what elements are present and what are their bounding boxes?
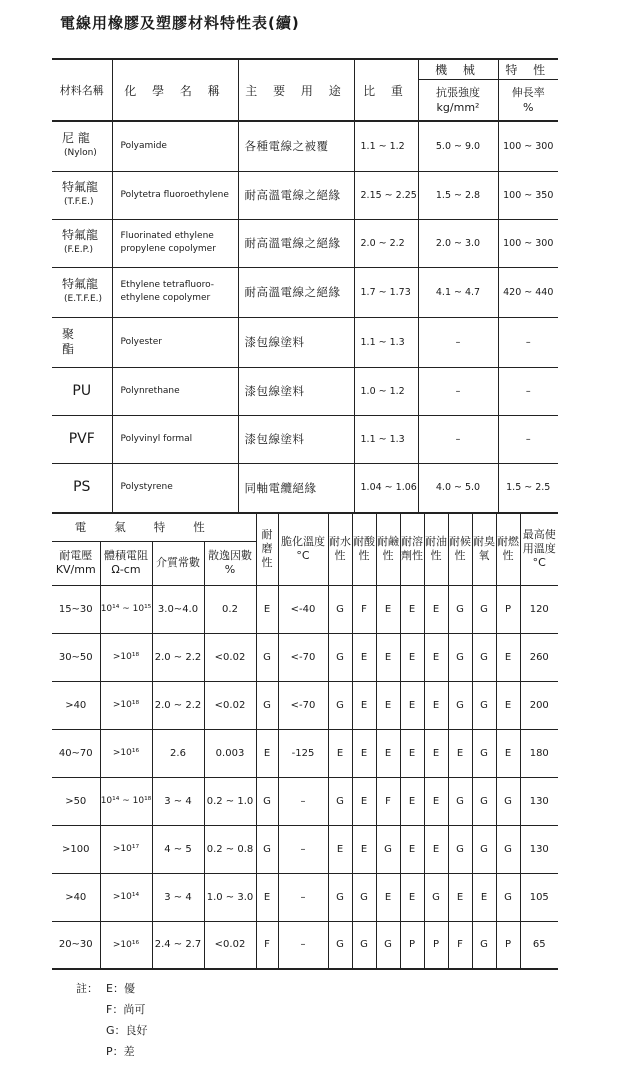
flame-value: E bbox=[496, 681, 520, 729]
oil-value: E bbox=[424, 585, 448, 633]
table-row bbox=[52, 681, 558, 729]
material-name: PS bbox=[52, 463, 112, 513]
flame-value: P bbox=[496, 921, 520, 969]
chem-name: Polystyrene bbox=[112, 463, 238, 513]
elong-value: – bbox=[498, 317, 558, 367]
loss-value: 0.2 bbox=[204, 585, 256, 633]
dielectric-value: 3.0~4.0 bbox=[152, 585, 204, 633]
loss-value: 0.003 bbox=[204, 729, 256, 777]
dielectric-value: 4 ~ 5 bbox=[152, 825, 204, 873]
breakdown-value: >40 bbox=[52, 681, 100, 729]
col-header-mech: 機 械 bbox=[418, 59, 498, 79]
table-row bbox=[52, 463, 558, 513]
loss-value: <0.02 bbox=[204, 633, 256, 681]
weather-value: E bbox=[448, 729, 472, 777]
ozone-value: E bbox=[472, 873, 496, 921]
wear-value: E bbox=[256, 585, 278, 633]
flame-value: G bbox=[496, 777, 520, 825]
breakdown-value: 30~50 bbox=[52, 633, 100, 681]
ozone-value: G bbox=[472, 729, 496, 777]
solvent-value: E bbox=[400, 777, 424, 825]
breakdown-value: >40 bbox=[52, 873, 100, 921]
acid-header: 耐酸性 bbox=[352, 513, 376, 585]
chem-name: Polyvinyl formal bbox=[112, 415, 238, 463]
water-value: E bbox=[328, 825, 352, 873]
chem-name: Ethylene tetrafluoro-ethylene copolymer bbox=[112, 267, 238, 317]
material-name: 聚 酯 bbox=[52, 317, 112, 367]
main-use: 漆包線塗料 bbox=[238, 317, 354, 367]
ozone-value: G bbox=[472, 585, 496, 633]
elong-value: – bbox=[498, 415, 558, 463]
gravity-value: 1.0 ~ 1.2 bbox=[354, 367, 418, 415]
brittle-value: <-70 bbox=[278, 681, 328, 729]
elong-value: 1.5 ~ 2.5 bbox=[498, 463, 558, 513]
col-header-chem: 化 學 名 稱 bbox=[112, 59, 238, 121]
material-table bbox=[52, 58, 558, 514]
col-header-use: 主 要 用 途 bbox=[238, 59, 354, 121]
alkali-value: E bbox=[376, 585, 400, 633]
table-row bbox=[52, 777, 558, 825]
table-row bbox=[52, 121, 558, 171]
properties-table bbox=[52, 512, 558, 970]
breakdown-value: 40~70 bbox=[52, 729, 100, 777]
breakdown-value: >100 bbox=[52, 825, 100, 873]
oil-value: E bbox=[424, 777, 448, 825]
chem-name: Polyamide bbox=[112, 121, 238, 171]
dielectric-value: 2.6 bbox=[152, 729, 204, 777]
acid-value: E bbox=[352, 729, 376, 777]
flame-value: G bbox=[496, 873, 520, 921]
brittle-value: – bbox=[278, 873, 328, 921]
col-header-name: 材料名稱 bbox=[52, 59, 112, 121]
col-header-tensile bbox=[418, 79, 498, 121]
ozone-header: 耐臭氧 bbox=[472, 513, 496, 585]
weather-value: E bbox=[448, 873, 472, 921]
elong-value: – bbox=[498, 367, 558, 415]
brittle-value: – bbox=[278, 921, 328, 969]
table-row bbox=[52, 367, 558, 415]
resist-value: >10¹⁸ bbox=[100, 681, 152, 729]
table-row bbox=[52, 873, 558, 921]
dielectric-value: 3 ~ 4 bbox=[152, 873, 204, 921]
table-row bbox=[52, 267, 558, 317]
breakdown-value: 15~30 bbox=[52, 585, 100, 633]
alkali-value: E bbox=[376, 873, 400, 921]
gravity-value: 2.15 ~ 2.25 bbox=[354, 171, 418, 219]
col-header-elong bbox=[498, 79, 558, 121]
material-name: 尼 龍 (Nylon) bbox=[52, 121, 112, 171]
oil-value: E bbox=[424, 681, 448, 729]
alkali-value: E bbox=[376, 729, 400, 777]
acid-value: G bbox=[352, 873, 376, 921]
brittle-value: -125 bbox=[278, 729, 328, 777]
oil-header: 耐油性 bbox=[424, 513, 448, 585]
resist-header: 體積電阻 Ω-cm bbox=[100, 541, 152, 585]
wear-value: F bbox=[256, 921, 278, 969]
dielectric-value: 3 ~ 4 bbox=[152, 777, 204, 825]
table-row bbox=[52, 729, 558, 777]
material-name: 特氟龍 (F.E.P.) bbox=[52, 219, 112, 267]
notes bbox=[76, 978, 148, 1062]
elong-value: 100 ~ 300 bbox=[498, 219, 558, 267]
brittle-value: <-70 bbox=[278, 633, 328, 681]
alkali-value: G bbox=[376, 825, 400, 873]
maxtemp-value: 105 bbox=[520, 873, 558, 921]
wear-value: G bbox=[256, 633, 278, 681]
alkali-header: 耐鹼性 bbox=[376, 513, 400, 585]
main-use: 同軸電纜絕緣 bbox=[238, 463, 354, 513]
gravity-value: 1.1 ~ 1.3 bbox=[354, 317, 418, 367]
acid-value: E bbox=[352, 777, 376, 825]
alkali-value: G bbox=[376, 921, 400, 969]
acid-value: G bbox=[352, 921, 376, 969]
dielectric-value: 2.0 ~ 2.2 bbox=[152, 633, 204, 681]
dielectric-value: 2.0 ~ 2.2 bbox=[152, 681, 204, 729]
maxtemp-header: 最高使用溫度 °C bbox=[520, 513, 558, 585]
wear-value: G bbox=[256, 825, 278, 873]
table-row bbox=[52, 633, 558, 681]
oil-value: E bbox=[424, 633, 448, 681]
col-header-gravity: 比 重 bbox=[354, 59, 418, 121]
resist-value: >10¹⁷ bbox=[100, 825, 152, 873]
main-use: 耐高溫電線之絕緣 bbox=[238, 171, 354, 219]
ozone-value: G bbox=[472, 921, 496, 969]
note-item: F：尚可 bbox=[106, 1003, 146, 1016]
flame-value: E bbox=[496, 729, 520, 777]
note-item: G：良好 bbox=[106, 1024, 148, 1037]
maxtemp-value: 120 bbox=[520, 585, 558, 633]
maxtemp-value: 65 bbox=[520, 921, 558, 969]
water-value: G bbox=[328, 921, 352, 969]
breakdown-value: >50 bbox=[52, 777, 100, 825]
gravity-value: 1.04 ~ 1.06 bbox=[354, 463, 418, 513]
elong-value: 100 ~ 350 bbox=[498, 171, 558, 219]
acid-value: E bbox=[352, 633, 376, 681]
elec-header: 電氣特性 bbox=[52, 513, 256, 541]
main-use: 耐高溫電線之絕緣 bbox=[238, 267, 354, 317]
wear-header: 耐磨性 bbox=[256, 513, 278, 585]
maxtemp-value: 130 bbox=[520, 825, 558, 873]
material-name: 特氟龍 (E.T.F.E.) bbox=[52, 267, 112, 317]
weather-value: G bbox=[448, 777, 472, 825]
weather-value: G bbox=[448, 825, 472, 873]
acid-value: E bbox=[352, 681, 376, 729]
solvent-value: E bbox=[400, 633, 424, 681]
loss-value: 0.2 ~ 0.8 bbox=[204, 825, 256, 873]
water-value: G bbox=[328, 633, 352, 681]
gravity-value: 2.0 ~ 2.2 bbox=[354, 219, 418, 267]
resist-value: >10¹⁸ bbox=[100, 633, 152, 681]
solvent-header: 耐溶劑性 bbox=[400, 513, 424, 585]
elong-unit: % bbox=[523, 100, 534, 114]
oil-value: G bbox=[424, 873, 448, 921]
table-row bbox=[52, 415, 558, 463]
chem-name: Fluorinated ethylene propylene copolymer bbox=[112, 219, 238, 267]
main-use: 漆包線塗料 bbox=[238, 367, 354, 415]
loss-value: <0.02 bbox=[204, 681, 256, 729]
brittle-value: – bbox=[278, 777, 328, 825]
brittle-value: <-40 bbox=[278, 585, 328, 633]
tensile-value: – bbox=[418, 367, 498, 415]
resist-value: >10¹⁴ bbox=[100, 873, 152, 921]
tensile-value: 1.5 ~ 2.8 bbox=[418, 171, 498, 219]
material-name: 特氟龍 (T.F.E.) bbox=[52, 171, 112, 219]
col-header-prop: 特 性 bbox=[498, 59, 558, 79]
brittle-value: – bbox=[278, 825, 328, 873]
solvent-value: P bbox=[400, 921, 424, 969]
tensile-value: – bbox=[418, 415, 498, 463]
loss-value: <0.02 bbox=[204, 921, 256, 969]
tensile-value: 4.0 ~ 5.0 bbox=[418, 463, 498, 513]
loss-value: 0.2 ~ 1.0 bbox=[204, 777, 256, 825]
brittle-header: 脆化溫度 °C bbox=[278, 513, 328, 585]
chem-name: Polynrethane bbox=[112, 367, 238, 415]
solvent-value: E bbox=[400, 681, 424, 729]
material-name: PU bbox=[52, 367, 112, 415]
breakdown-value: 20~30 bbox=[52, 921, 100, 969]
solvent-value: E bbox=[400, 825, 424, 873]
gravity-value: 1.1 ~ 1.2 bbox=[354, 121, 418, 171]
dielectric-header: 介質常數 bbox=[152, 541, 204, 585]
oil-value: E bbox=[424, 729, 448, 777]
ozone-value: G bbox=[472, 681, 496, 729]
note-item: P：差 bbox=[106, 1045, 135, 1058]
alkali-value: F bbox=[376, 777, 400, 825]
resist-value: >10¹⁶ bbox=[100, 921, 152, 969]
wear-value: E bbox=[256, 729, 278, 777]
wear-value: E bbox=[256, 873, 278, 921]
alkali-value: E bbox=[376, 681, 400, 729]
weather-value: G bbox=[448, 585, 472, 633]
ozone-value: G bbox=[472, 777, 496, 825]
maxtemp-value: 260 bbox=[520, 633, 558, 681]
solvent-value: E bbox=[400, 585, 424, 633]
gravity-value: 1.1 ~ 1.3 bbox=[354, 415, 418, 463]
weather-value: F bbox=[448, 921, 472, 969]
acid-value: F bbox=[352, 585, 376, 633]
page-title: 電線用橡膠及塑膠材料特性表(續) bbox=[60, 14, 300, 32]
tensile-label: 抗張強度 bbox=[436, 85, 480, 99]
oil-value: P bbox=[424, 921, 448, 969]
water-value: G bbox=[328, 585, 352, 633]
flame-value: P bbox=[496, 585, 520, 633]
maxtemp-value: 200 bbox=[520, 681, 558, 729]
loss-value: 1.0 ~ 3.0 bbox=[204, 873, 256, 921]
dielectric-value: 2.4 ~ 2.7 bbox=[152, 921, 204, 969]
wear-value: G bbox=[256, 681, 278, 729]
breakdown-header: 耐電壓 KV/mm bbox=[52, 541, 100, 585]
notes-label: 註： bbox=[76, 982, 98, 995]
flame-header: 耐燃性 bbox=[496, 513, 520, 585]
ozone-value: G bbox=[472, 825, 496, 873]
elong-value: 100 ~ 300 bbox=[498, 121, 558, 171]
flame-value: G bbox=[496, 825, 520, 873]
weather-value: G bbox=[448, 681, 472, 729]
water-value: G bbox=[328, 777, 352, 825]
elong-label: 伸長率 bbox=[511, 85, 545, 99]
tensile-value: – bbox=[418, 317, 498, 367]
maxtemp-value: 130 bbox=[520, 777, 558, 825]
water-value: G bbox=[328, 873, 352, 921]
material-name: PVF bbox=[52, 415, 112, 463]
tensile-value: 5.0 ~ 9.0 bbox=[418, 121, 498, 171]
oil-value: E bbox=[424, 825, 448, 873]
maxtemp-value: 180 bbox=[520, 729, 558, 777]
resist-value: 10¹⁴ ~ 10¹⁵ bbox=[100, 585, 152, 633]
tensile-value: 2.0 ~ 3.0 bbox=[418, 219, 498, 267]
table-row bbox=[52, 317, 558, 367]
tensile-unit: kg/mm² bbox=[436, 100, 480, 114]
weather-value: G bbox=[448, 633, 472, 681]
ozone-value: G bbox=[472, 633, 496, 681]
gravity-value: 1.7 ~ 1.73 bbox=[354, 267, 418, 317]
resist-value: >10¹⁶ bbox=[100, 729, 152, 777]
properties-body bbox=[52, 585, 558, 969]
acid-value: E bbox=[352, 825, 376, 873]
solvent-value: E bbox=[400, 729, 424, 777]
water-value: E bbox=[328, 729, 352, 777]
chem-name: Polytetra fluoroethylene bbox=[112, 171, 238, 219]
table-row bbox=[52, 921, 558, 969]
chem-name: Polyester bbox=[112, 317, 238, 367]
resist-value: 10¹⁴ ~ 10¹⁸ bbox=[100, 777, 152, 825]
main-use: 漆包線塗料 bbox=[238, 415, 354, 463]
main-use: 各種電線之被覆 bbox=[238, 121, 354, 171]
table-row bbox=[52, 219, 558, 267]
table-row bbox=[52, 171, 558, 219]
note-item: E：優 bbox=[106, 982, 135, 995]
elong-value: 420 ~ 440 bbox=[498, 267, 558, 317]
water-header: 耐水性 bbox=[328, 513, 352, 585]
solvent-value: E bbox=[400, 873, 424, 921]
loss-header: 散逸因數 % bbox=[204, 541, 256, 585]
weather-header: 耐候性 bbox=[448, 513, 472, 585]
main-use: 耐高溫電線之絕緣 bbox=[238, 219, 354, 267]
wear-value: G bbox=[256, 777, 278, 825]
flame-value: E bbox=[496, 633, 520, 681]
table-row bbox=[52, 825, 558, 873]
tensile-value: 4.1 ~ 4.7 bbox=[418, 267, 498, 317]
alkali-value: E bbox=[376, 633, 400, 681]
water-value: G bbox=[328, 681, 352, 729]
table-row bbox=[52, 585, 558, 633]
